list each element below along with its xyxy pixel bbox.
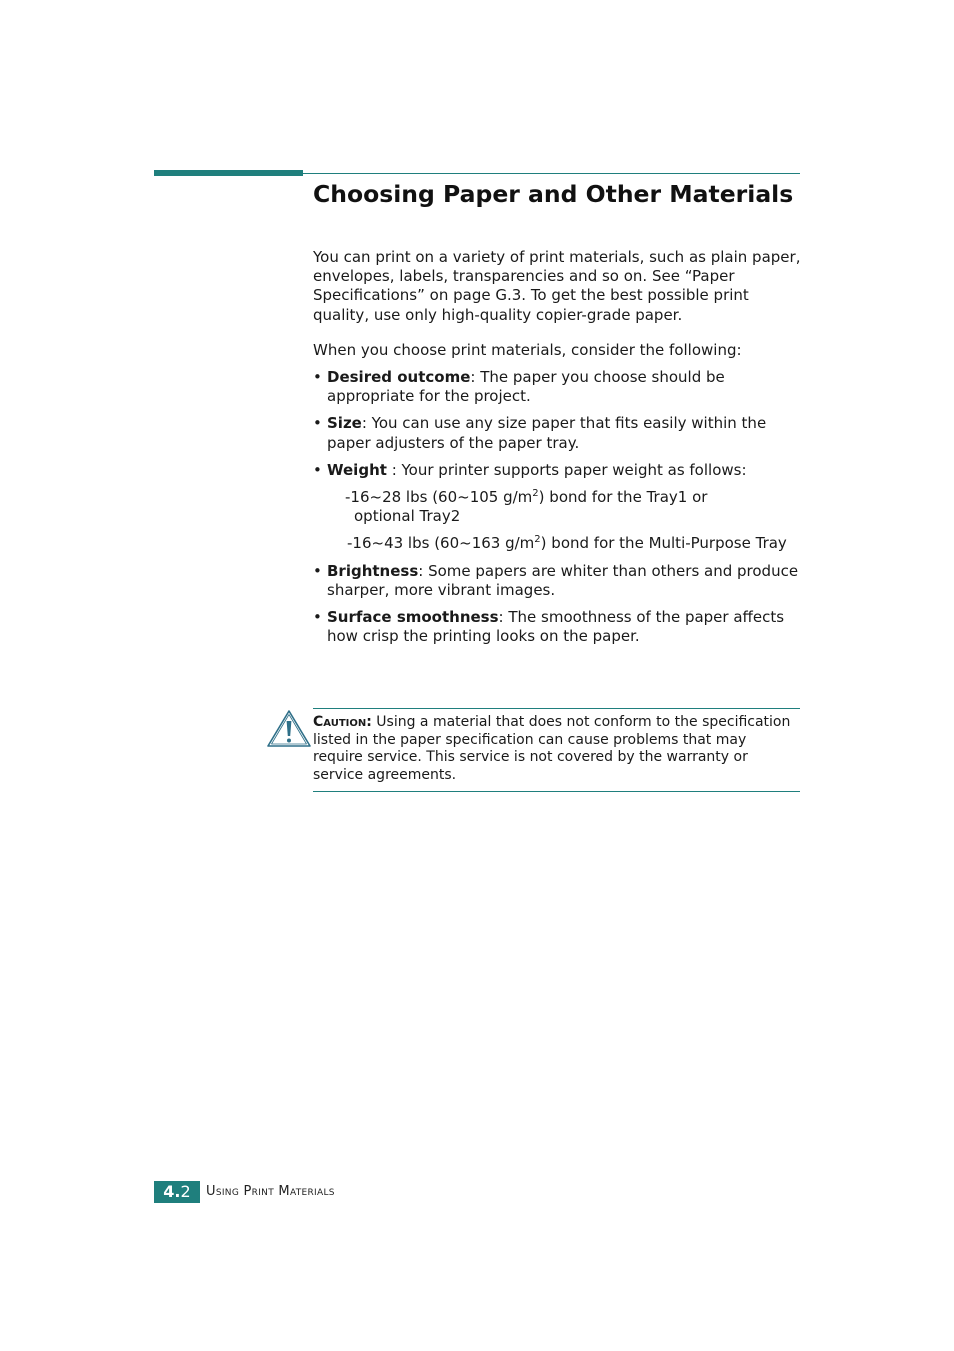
bullet-term: Brightness [327,561,419,580]
bullet-marker: • [313,561,322,580]
bullet-marker: • [313,414,322,433]
bullet-text: : You can use any size paper that fits easily within the paper adjusters of the paper tray. [327,414,767,452]
weight-line-tray1: -16~28 lbs (60~105 $g/m^2$) bond for the Tray1 or optional Tray2 [345,488,708,526]
bullet-size [313,414,803,452]
bullet-text: : Some papers are whiter than others and produce sharper, more vibrant images. [327,561,799,599]
bullet-marker: • [313,608,322,627]
caution-body: Using a material that does not conform to the specification listed in the paper specification can cause problems that may require service. This service is not covered by the warranty or service agreements. [313,714,791,783]
bullet-weight [313,461,803,480]
bullet-marker: • [313,460,322,479]
bullet-text: : The smoothness of the paper affects how crisp the printing looks on the paper. [327,608,785,646]
weight-line-multipurpose: -16~43 lbs (60~163 $g/m^2$) bond for the Multi-Purpose Tray [347,534,787,553]
caution-label: Caution: [313,714,372,730]
bullet-term: Weight [327,460,387,479]
chapter-number: 4. [163,1182,181,1201]
intro-paragraph: You can print on a variety of print materials, such as plain paper, envelopes, labels, transparencies and so on. See “Paper Specifications” on page G.3. To get the best possible print quality, use only high-quality copier-grade paper. [313,248,801,324]
page-title: Choosing Paper and Other Materials [313,180,794,208]
page-number: 2 [180,1182,191,1201]
bullet-text: : Your printer supports paper weight as follows: [386,460,747,479]
footer-chapter-title: Using Print Materials [206,1184,335,1199]
caution-bottom-rule [313,791,800,792]
bullet-marker: • [313,368,322,387]
caution-note [313,714,800,784]
header-rule [303,173,800,174]
lead-paragraph: When you choose print materials, consider the following: [313,340,742,359]
bullet-brightness [313,562,803,600]
bullet-term: Surface smoothness [327,608,499,627]
page-number-badge [154,1181,200,1203]
bullet-surface-smoothness [313,608,803,646]
header-accent-bar [154,170,303,176]
bullet-term: Size [327,414,362,433]
main-content [313,248,803,654]
bullet-term: Desired outcome [327,368,471,387]
warning-triangle-icon [266,708,312,748]
bullet-text: : The paper you choose should be appropriate for the project. [327,368,725,406]
bullet-desired-outcome [313,368,803,406]
caution-top-rule [313,708,800,709]
